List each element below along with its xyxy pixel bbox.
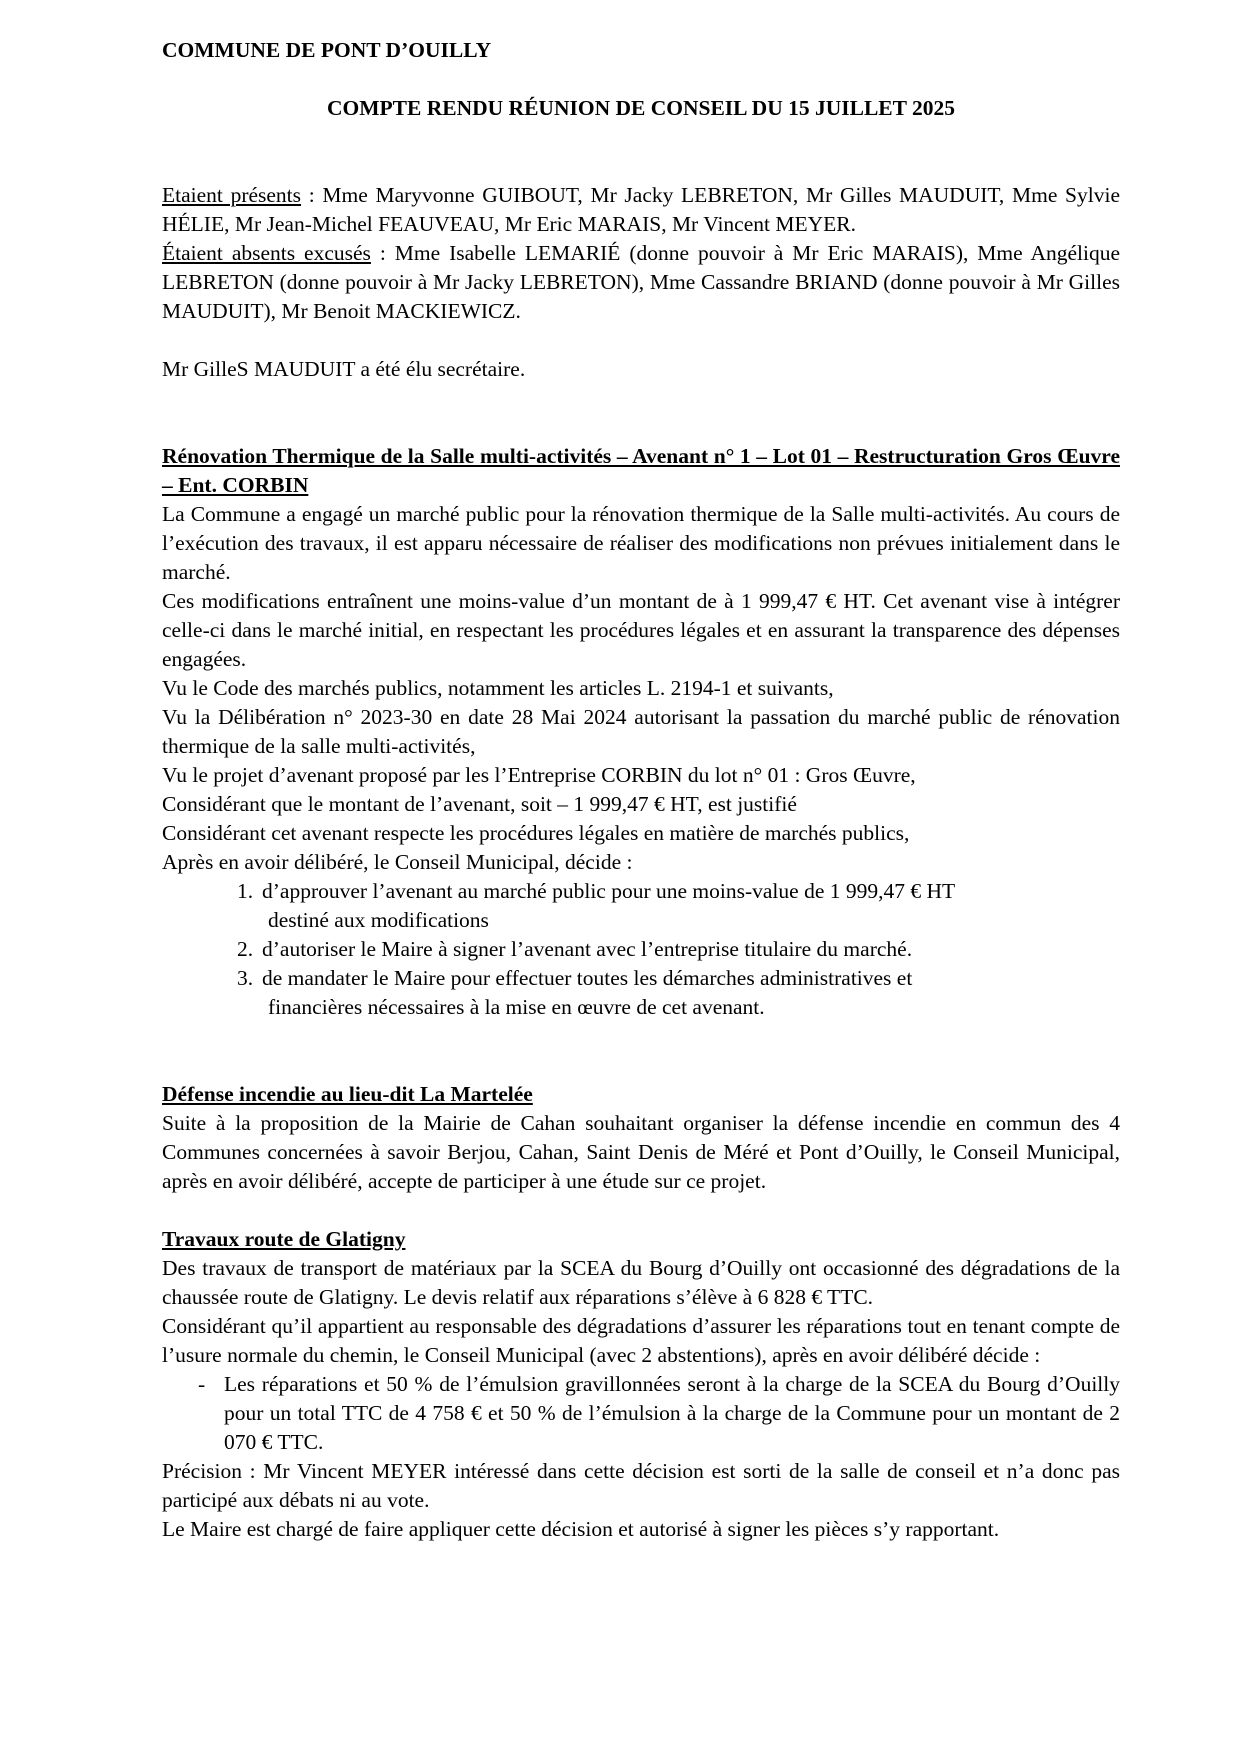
paragraph: Considérant cet avenant respecte les procédures légales en matière de marchés publics,: [162, 821, 910, 845]
absent-label: Étaient absents excusés: [162, 241, 371, 265]
list-number: 3.: [237, 966, 254, 990]
list-item: [237, 877, 1120, 935]
absent-list: : Mme Isabelle LEMARIÉ (donne pouvoir à Mr Eric MARAIS), Mme Angélique LEBRETON (donne pouvoir à Mr Jacky LEBRETON), Mme Cassandre BRIAND (donne pouvoir à Mr Gilles MAUDUIT), Mr Benoit MACKIEWICZ.: [162, 241, 1121, 323]
paragraph: Vu le projet d’avenant proposé par les l’Entreprise CORBIN du lot n° 01 : Gros Œuvre,: [162, 763, 916, 787]
paragraph: Vu la Délibération n° 2023-30 en date 28 Mai 2024 autorisant la passation du marché public de rénovation thermique de la salle multi-activités,: [162, 705, 1120, 758]
attendance-present: [162, 181, 1120, 239]
list-item-text: d’approuver l’avenant au marché public pour une moins-value de 1 999,47 € HT: [262, 879, 956, 903]
list-item: [237, 964, 1120, 1022]
attendance-absent: [162, 239, 1120, 326]
list-number: 1.: [237, 879, 254, 903]
dash-bullet: -: [198, 1372, 206, 1396]
list-item-text: Les réparations et 50 % de l’émulsion gravillonnées seront à la charge de la SCEA du Bourg d’Ouilly pour un total TTC de 4 758 € et 50 % de l’émulsion à la charge de la Commune pour un montant de 2 070 € TTC.: [224, 1372, 1120, 1454]
present-label: Etaient présents: [162, 183, 302, 207]
paragraph: La Commune a engagé un marché public pour la rénovation thermique de la Salle multi-activités. Au cours de l’exécution des travaux, il est apparu nécessaire de réaliser des modifications non prévues initialement dans le marché.: [162, 502, 1120, 584]
list-item-text-cont: financières nécessaires à la mise en œuvre de cet avenant.: [268, 995, 765, 1019]
paragraph: Considérant que le montant de l’avenant, soit – 1 999,47 € HT, est justifié: [162, 792, 797, 816]
bullet-list: [162, 1370, 1120, 1457]
paragraph: Vu le Code des marchés publics, notamment les articles L. 2194-1 et suivants,: [162, 676, 834, 700]
section-title-renovation: Rénovation Thermique de la Salle multi-activités – Avenant n° 1 – Lot 01 – Restructuration Gros Œuvre – Ent. CORBIN: [162, 444, 1120, 497]
paragraph: Après en avoir délibéré, le Conseil Municipal, décide :: [162, 850, 633, 874]
list-item-text: de mandater le Maire pour effectuer toutes les démarches administratives et: [262, 966, 913, 990]
paragraph: Considérant qu’il appartient au responsable des dégradations d’assurer les réparations tout en tenant compte de l’usure normale du chemin, le Conseil Municipal (avec 2 abstentions), après en avoir délibéré décide :: [162, 1314, 1120, 1367]
paragraph: Précision : Mr Vincent MEYER intéressé dans cette décision est sorti de la salle de conseil et n’a donc pas participé aux débats ni au vote.: [162, 1459, 1120, 1512]
document-title: COMPTE RENDU RÉUNION DE CONSEIL DU 15 JUILLET 2025: [327, 96, 955, 120]
paragraph: Ces modifications entraînent une moins-value d’un montant de à 1 999,47 € HT. Cet avenant vise à intégrer celle-ci dans le marché initial, en respectant les procédures légales et en assurant la transparence des dépenses engagées.: [162, 589, 1120, 671]
list-item-text: d’autoriser le Maire à signer l’avenant avec l’entreprise titulaire du marché.: [262, 937, 913, 961]
decision-list: [162, 877, 1120, 1022]
document-page: [162, 36, 1120, 1544]
list-item: [198, 1370, 1120, 1457]
secretary-line: Mr GilleS MAUDUIT a été élu secrétaire.: [162, 357, 526, 381]
list-number: 2.: [237, 937, 254, 961]
commune-heading: COMMUNE DE PONT D’OUILLY: [162, 38, 492, 62]
present-list: : Mme Maryvonne GUIBOUT, Mr Jacky LEBRETON, Mr Gilles MAUDUIT, Mme Sylvie HÉLIE, Mr Jean-Michel FEAUVEAU, Mr Eric MARAIS, Mr Vincent MEYER.: [162, 183, 1120, 236]
list-item: [237, 935, 1120, 964]
list-item-text-cont: destiné aux modifications: [268, 908, 489, 932]
paragraph: Le Maire est chargé de faire appliquer cette décision et autorisé à signer les pièces s’y rapportant.: [162, 1517, 1000, 1541]
section-title-defense-incendie: Défense incendie au lieu-dit La Martelée: [162, 1082, 533, 1106]
section-title-travaux-glatigny: Travaux route de Glatigny: [162, 1227, 406, 1251]
paragraph: Suite à la proposition de la Mairie de Cahan souhaitant organiser la défense incendie en commun des 4 Communes concernées à savoir Berjou, Cahan, Saint Denis de Méré et Pont d’Ouilly, le Conseil Municipal, après en avoir délibéré, accepte de participer à une étude sur ce projet.: [162, 1111, 1120, 1193]
paragraph: Des travaux de transport de matériaux par la SCEA du Bourg d’Ouilly ont occasionné des dégradations de la chaussée route de Glatigny. Le devis relatif aux réparations s’élève à 6 828 € TTC.: [162, 1256, 1120, 1309]
